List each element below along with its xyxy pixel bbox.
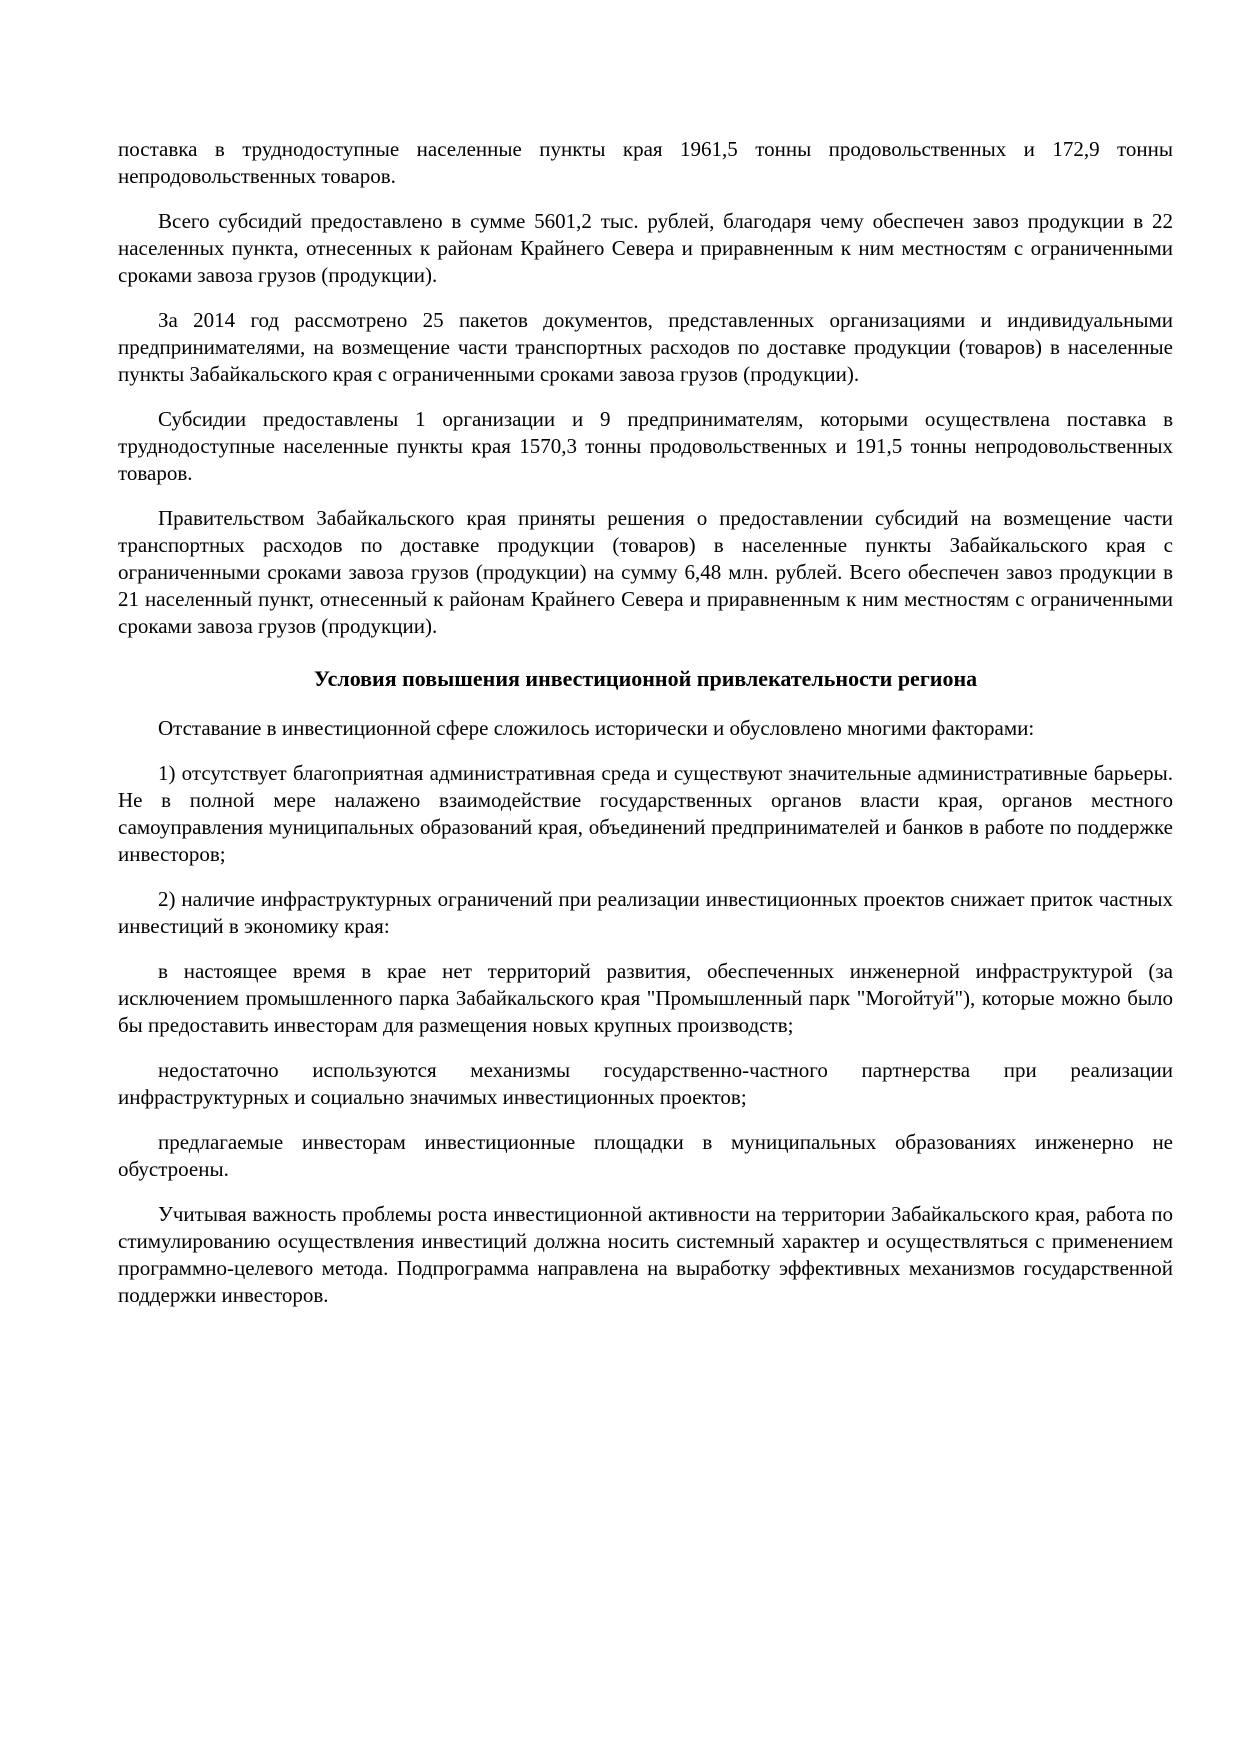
paragraph: Всего субсидий предоставлено в сумме 5601,2 тыс. рублей, благодаря чему обеспечен завоз продукции в 22 населенных пункта, отнесенных к районам Крайнего Севера и приравненным к ним местностям с ограниченными сроками завоза грузов (продукции). <box>118 209 1173 287</box>
paragraph: За 2014 год рассмотрено 25 пакетов документов, представленных организациями и индивидуальными предпринимателями, на возмещение части транспортных расходов по доставке продукции (товаров) в населенные пункты Забайкальского края с ограниченными сроками завоза грузов (продукции). <box>118 308 1173 386</box>
paragraph: Отставание в инвестиционной сфере сложилось исторически и обусловлено многими факторами: <box>158 716 1035 740</box>
section-heading: Условия повышения инвестиционной привлекательности региона <box>313 666 978 691</box>
paragraph: недостаточно используются механизмы государственно-частного партнерства при реализации инфраструктурных и социально значимых инвестиционных проектов; <box>118 1058 1173 1109</box>
paragraph: 1) отсутствует благоприятная административная среда и существуют значительные административные барьеры. Не в полной мере налажено взаимодействие государственных органов власти края, органов местного самоуправления муниципальных образований края, объединений предпринимателей и банков в работе по поддержке инвесторов; <box>118 761 1173 866</box>
paragraph: Правительством Забайкальского края приняты решения о предоставлении субсидий на возмещение части транспортных расходов по доставке продукции (товаров) в населенные пункты Забайкальского края с ограниченными сроками завоза грузов (продукции) на сумму 6,48 млн. рублей. Всего обеспечен завоз продукции в 21 населенный пункт, отнесенный к районам Крайнего Севера и приравненным к ним местностям с ограниченными сроками завоза грузов (продукции). <box>118 506 1173 638</box>
paragraph: предлагаемые инвесторам инвестиционные площадки в муниципальных образованиях инженерно не обустроены. <box>118 1130 1173 1181</box>
paragraph: поставка в труднодоступные населенные пункты края 1961,5 тонны продовольственных и 172,9 тонны непродовольственных товаров. <box>118 137 1173 188</box>
paragraph: Субсидии предоставлены 1 организации и 9 предпринимателям, которыми осуществлена поставка в труднодоступные населенные пункты края 1570,3 тонны продовольственных и 191,5 тонны непродовольственных товаров. <box>118 407 1173 485</box>
paragraph: в настоящее время в крае нет территорий развития, обеспеченных инженерной инфраструктурой (за исключением промышленного парка Забайкальского края "Промышленный парк "Могойтуй"), которые можно было бы предоставить инвесторам для размещения новых крупных производств; <box>118 959 1173 1037</box>
paragraph: 2) наличие инфраструктурных ограничений при реализации инвестиционных проектов снижает приток частных инвестиций в экономику края: <box>118 887 1173 938</box>
document-page <box>118 136 1173 1327</box>
paragraph: Учитывая важность проблемы роста инвестиционной активности на территории Забайкальского края, работа по стимулированию осуществления инвестиций должна носить системный характер и осуществляться с применением программно-целевого метода. Подпрограмма направлена на выработку эффективных механизмов государственной поддержки инвесторов. <box>118 1202 1173 1307</box>
